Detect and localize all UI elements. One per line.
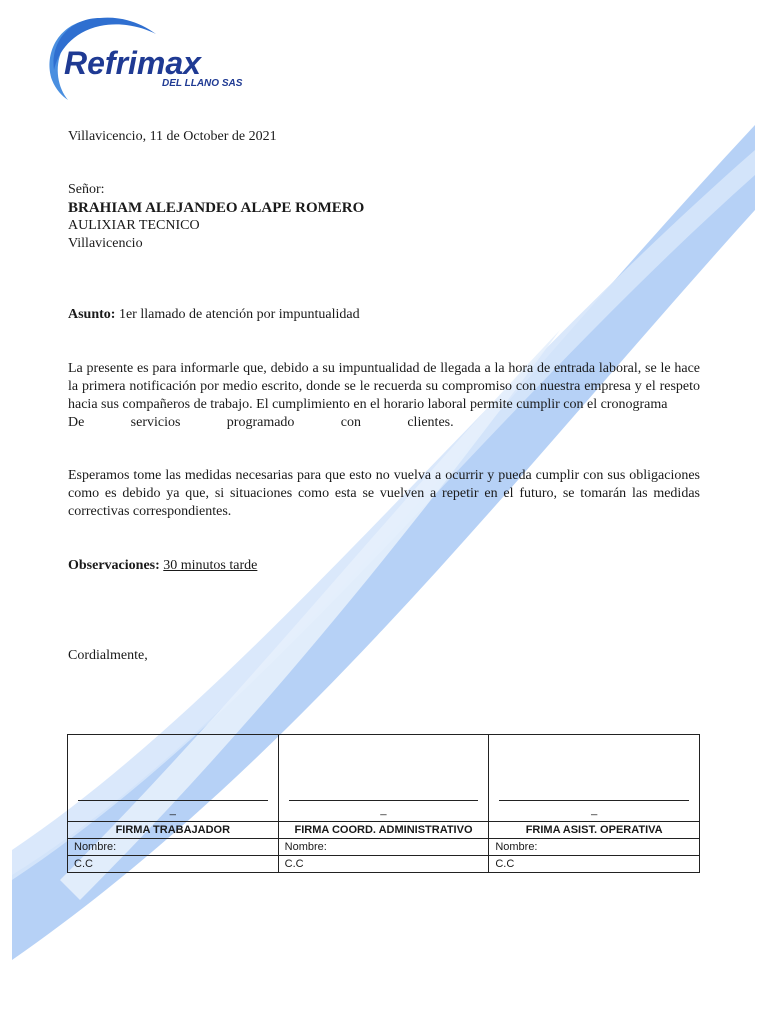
- subject-line: [68, 306, 700, 324]
- signature-title: FIRMA COORD. ADMINISTRATIVO: [278, 822, 489, 839]
- spread-word: programado: [226, 415, 295, 430]
- signature-line: [499, 800, 689, 801]
- spread-word: clientes.: [407, 415, 454, 430]
- observations-value: 30 minutos tarde: [163, 558, 258, 573]
- subject-label: Asunto:: [68, 307, 116, 322]
- observations-label: Observaciones:: [68, 558, 160, 573]
- observations-line: [68, 557, 700, 575]
- signature-title-row: [68, 822, 700, 839]
- recipient-city: Villavicencio: [68, 236, 143, 251]
- salutation: Señor:: [68, 182, 105, 197]
- signature-box-operative-assistant: [489, 735, 700, 822]
- signature-id-label: C.C: [68, 856, 279, 873]
- signature-title: FRIMA ASIST. OPERATIVA: [489, 822, 700, 839]
- signature-dash: _: [380, 804, 387, 816]
- signature-id-label: C.C: [489, 856, 700, 873]
- recipient-name: BRAHIAM ALEJANDEO ALAPE ROMERO: [68, 200, 365, 216]
- signature-row: [68, 735, 700, 822]
- signature-line: [78, 800, 268, 801]
- spread-word: De: [68, 415, 85, 430]
- signature-title: FIRMA TRABAJADOR: [68, 822, 279, 839]
- signature-dash: _: [591, 804, 598, 816]
- signature-box-worker: [68, 735, 279, 822]
- spacer: [500, 414, 700, 432]
- body-paragraph-1-text: La presente es para informarle que, debido a su impuntualidad de llegada a la hora de entrada laboral, se le hace la primera notificación por medio escrito, donde se le recuerda su compromiso con nuestra empresa y el respeto hacia sus compañeros de trabajo. El cumplimiento en el horario laboral permite cumplir con el cronograma: [68, 361, 700, 412]
- signature-name-label: Nombre:: [489, 839, 700, 856]
- signature-id-label: C.C: [278, 856, 489, 873]
- body-paragraph-1-spread-line: [68, 414, 700, 432]
- signature-name-label: Nombre:: [278, 839, 489, 856]
- signature-box-admin-coord: [278, 735, 489, 822]
- spread-word: servicios: [130, 415, 181, 430]
- spread-word: con: [340, 415, 361, 430]
- logo-brand-text: Refrimax: [64, 45, 201, 81]
- body-paragraph-1: [68, 360, 700, 432]
- company-logo: [40, 12, 280, 104]
- recipient-position: AULIXIAR TECNICO: [68, 218, 200, 233]
- signature-table: [67, 734, 700, 873]
- subject-text: 1er llamado de atención por impuntualidad: [118, 307, 360, 322]
- signature-id-row: [68, 856, 700, 873]
- signature-dash: _: [169, 804, 176, 816]
- recipient-block: [68, 181, 700, 253]
- signature-name-label: Nombre:: [68, 839, 279, 856]
- signature-name-row: [68, 839, 700, 856]
- logo-subtitle-text: DEL LLANO SAS: [162, 78, 243, 89]
- signature-line: [289, 800, 479, 801]
- date-line: Villavicencio, 11 de October de 2021: [68, 129, 277, 144]
- closing-line: Cordialmente,: [68, 648, 148, 663]
- body-paragraph-2: Esperamos tome las medidas necesarias para que esto no vuelva a ocurrir y pueda cumplir con sus obligaciones como es debido ya que, si situaciones como esta se vuelven a repetir en el futuro, se tomarán las medidas correctivas correspondientes.: [68, 468, 700, 519]
